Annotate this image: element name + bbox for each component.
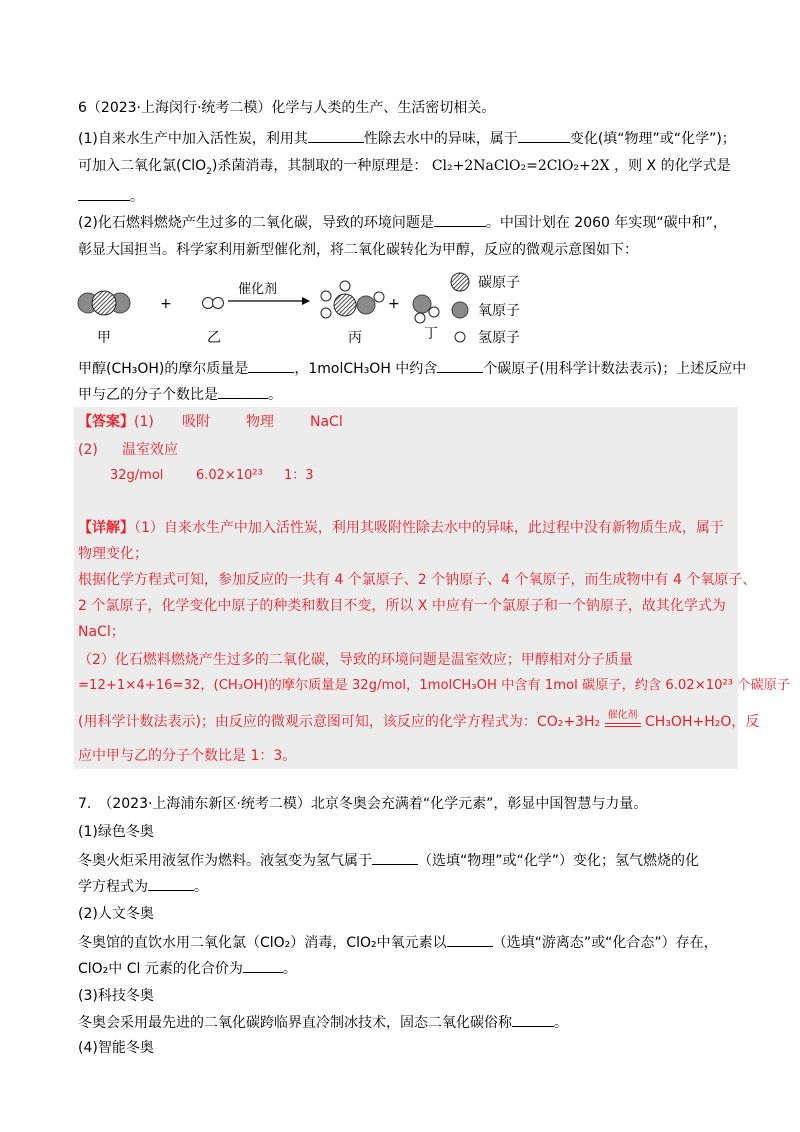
q7-text: 。	[282, 961, 297, 977]
answer-value: 吸附	[182, 414, 210, 430]
answer-blank[interactable]	[78, 186, 130, 201]
hydrogen-atom-icon	[455, 332, 465, 342]
label-jia: 甲	[97, 330, 111, 346]
label-yi: 乙	[207, 330, 221, 346]
q7-s3-line1	[78, 1012, 568, 1033]
detail-label: 【详解】	[78, 520, 134, 536]
label-ding: 丁	[424, 326, 438, 342]
plus-sign-2: +	[388, 296, 400, 312]
q7-section-3: (3)科技冬奥	[78, 988, 154, 1004]
q6-part1-line1	[78, 128, 736, 149]
answer-row-2	[78, 440, 178, 460]
q6-part2-line1	[78, 212, 727, 233]
q6-text: 变化(填“物理”或“化学”)；	[569, 131, 736, 147]
legend-carbon: 碳原子	[478, 275, 520, 291]
detail-line-6: （2）化石燃料燃烧产生过多的二氧化碳，导致的环境问题是温室效应；甲醇相对分子质量	[78, 652, 633, 668]
answer-blank[interactable]	[248, 358, 294, 373]
q7-text: 。	[554, 1015, 568, 1031]
q7-s1-line2	[78, 876, 208, 897]
detail-line-8	[78, 709, 760, 732]
detail-text: CH₃OH+H₂O，反	[645, 714, 760, 730]
q6-part2-line2: 彰显大国担当。科学家利用新型催化剂，将二氧化碳转化为甲醇，反应的微观示意图如下：	[78, 242, 638, 258]
catalyst-condition: 催化剂	[605, 710, 641, 727]
carbon-atom-icon	[451, 273, 469, 291]
answer-number: (2)	[78, 442, 98, 458]
q7-s2-line1	[78, 932, 718, 953]
detail-line-2: 物理变化；	[78, 546, 148, 562]
detail-line-4: 2 个氯原子，化学变化中原子的种类和数目不变，所以 X 中应有一个氯原子和一个钠原子，故其化学式为	[78, 598, 726, 614]
catalyst-label: 催化剂	[238, 282, 278, 297]
q6-part1-line2: 可加入二氧化氯(ClO$_2$)杀菌消毒，其制取的一种原理是： Cl₂+2NaClO₂=2ClO₂+2X ，则 X 的化学式是	[78, 158, 731, 177]
answer-value: 32g/mol	[110, 468, 164, 483]
q6-part1-line3	[78, 186, 144, 207]
answer-blank[interactable]	[518, 128, 570, 143]
q6-text: 。中国计划在 2060 年实现“碳中和”，	[485, 215, 727, 231]
reaction-diagram	[70, 260, 590, 360]
answer-value: 1：3	[284, 468, 314, 483]
detail-line-3: 根据化学方程式可知，参加反应的一共有 4 个氯原子、2 个钠原子、4 个氧原子，而生成物中有 4 个氧原子、	[78, 572, 757, 588]
answer-blank[interactable]	[372, 850, 418, 865]
q7-text: （选填“游离态”或“化合态”）存在，	[492, 935, 718, 951]
plus-sign-1: +	[160, 296, 172, 312]
answer-blank[interactable]	[434, 212, 486, 227]
q6-text: 性除去水中的异味，属于	[363, 131, 518, 147]
q6-text: (2)化石燃料燃烧产生过多的二氧化碳，导致的环境问题是	[78, 215, 434, 231]
q7-text: 。	[194, 879, 208, 895]
detail-line-1	[78, 518, 724, 538]
q6-text: ，则 X 的化学式是	[614, 158, 731, 174]
q6-part3-line2	[78, 384, 282, 405]
answer-blank[interactable]	[308, 128, 364, 143]
q6-text: 。	[130, 189, 144, 205]
detail-line-9: 应中甲与乙的分子个数比是 1：3。	[78, 748, 297, 764]
q7-text: （选填“物理”或“化学”）变化；氢气燃烧的化	[418, 853, 700, 869]
legend-hydrogen: 氢原子	[478, 330, 520, 346]
co2-molecule-icon	[78, 291, 130, 315]
answer-value: NaCl	[310, 414, 343, 430]
q6-text: 可加入二氧化氯(ClO	[78, 158, 207, 174]
answer-blank[interactable]	[512, 1012, 554, 1027]
detail-text: (用科学计数法表示)；由反应的微观示意图可知，该反应的化学方程式为：CO₂+3H₂	[78, 714, 601, 730]
q7-text: 学方程式为	[78, 879, 148, 895]
ch3oh-molecule-icon	[321, 281, 384, 318]
detail-text: （1）自来水生产中加入活性炭，利用其吸附性除去水中的异味，此过程中没有新物质生成，属于	[134, 520, 724, 536]
q7-text: 冬奥火炬采用液氢作为燃料。液氢变为氢气属于	[78, 853, 372, 869]
h2-molecule-icon	[203, 298, 224, 309]
q6-part3-line1	[78, 358, 746, 379]
answer-blank[interactable]	[243, 958, 283, 973]
arrow-head-icon	[302, 297, 310, 305]
q6-text: 。	[268, 387, 282, 403]
q6-text: 甲与乙的分子个数比是	[78, 387, 218, 403]
label-bing: 丙	[348, 330, 362, 346]
q7-text: 冬奥会采用最先进的二氧化碳跨临界直冷制冰技术，固态二氧化碳俗称	[78, 1015, 512, 1031]
answer-blank[interactable]	[218, 384, 268, 399]
q7-section-2: (2)人文冬奥	[78, 906, 154, 922]
answer-number: (1)	[134, 414, 154, 430]
answer-blank[interactable]	[447, 932, 493, 947]
q7-s2-line2	[78, 958, 297, 979]
q7-section-4: (4)智能冬奥	[78, 1040, 154, 1056]
answer-row-1	[78, 412, 343, 432]
answer-blank[interactable]	[148, 876, 194, 891]
q7-s1-line1	[78, 850, 699, 871]
answer-value: 6.02×10²³	[196, 468, 263, 483]
detail-line-7: =12+1×4+16=32，(CH₃OH)的摩尔质量是 32g/mol，1molCH₃OH 中含有 1mol 碳原子，约含 6.02×10²³ 个碳原子	[78, 678, 791, 693]
legend-oxygen: 氧原子	[478, 303, 520, 319]
answer-label: 【答案】	[78, 414, 134, 430]
q6-text: 个碳原子(用科学计数法表示)；上述反应中	[483, 361, 747, 377]
q6-text: (1)自来水生产中加入活性炭，利用其	[78, 131, 308, 147]
answer-blank[interactable]	[437, 358, 483, 373]
q7-text: ClO₂中 Cl 元素的化合价为	[78, 961, 243, 977]
q6-text: )杀菌消毒，其制取的一种原理是：	[211, 158, 428, 174]
q7-header: 7. （2023·上海浦东新区·统考二模）北京冬奥会充满着“化学元素”，彰显中国智慧与力量。	[78, 796, 648, 812]
answer-value: 温室效应	[122, 442, 178, 458]
q7-text: 冬奥馆的直饮水用二氧化氯（ClO₂）消毒，ClO₂中氧元素以	[78, 935, 447, 951]
q6-text: ，1molCH₃OH 中约含	[294, 361, 438, 377]
oxygen-atom-icon	[452, 302, 468, 318]
q6-header: 6（2023·上海闵行·统考二模）化学与人类的生产、生活密切相关。	[78, 100, 496, 116]
chemical-equation: Cl₂+2NaClO₂=2ClO₂+2X	[431, 158, 610, 174]
detail-line-5: NaCl；	[78, 624, 125, 640]
answer-value: 物理	[246, 414, 274, 430]
h2o-molecule-icon	[413, 295, 439, 323]
q7-section-1: (1)绿色冬奥	[78, 824, 154, 840]
q6-text: 甲醇(CH₃OH)的摩尔质量是	[78, 361, 249, 377]
